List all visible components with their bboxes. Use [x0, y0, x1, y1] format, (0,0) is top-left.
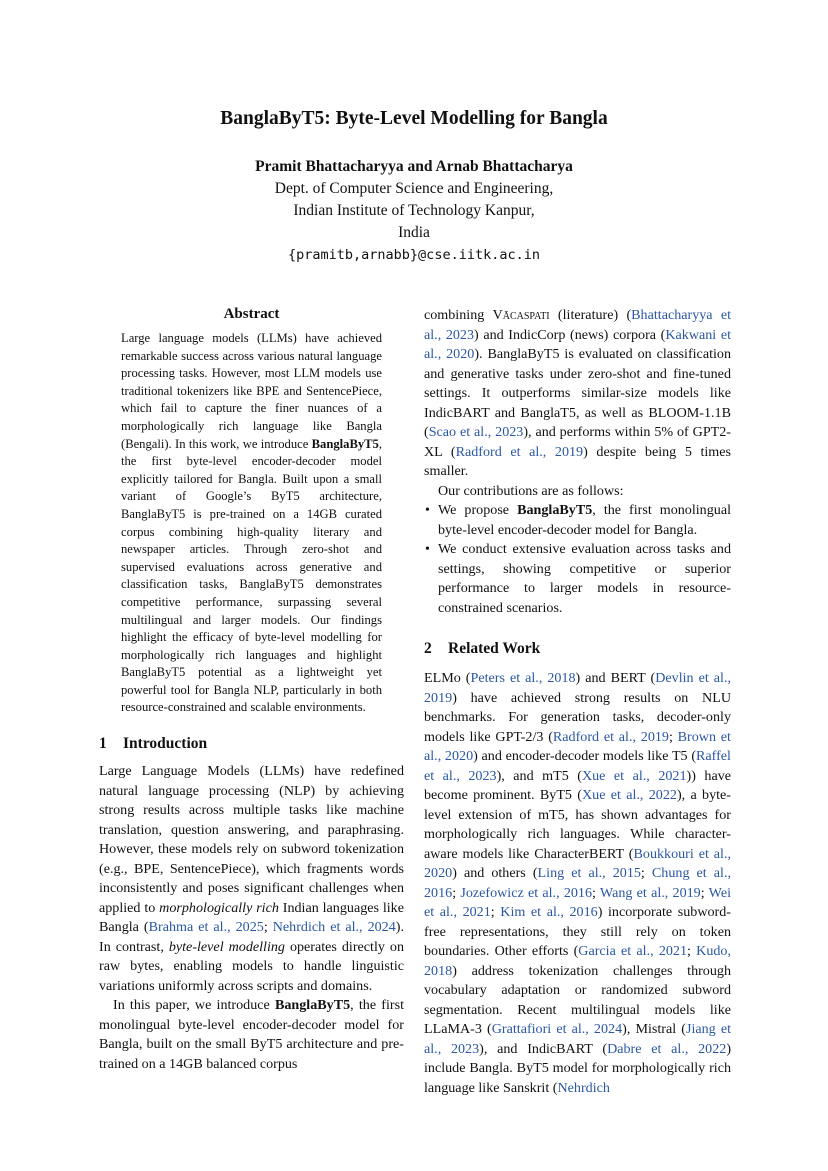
intro-paragraph-2: In this paper, we introduce BanglaByT5, the first monolingual byte-level encoder-decoder model for Bangla, built on the small ByT5 architecture and pre-trained on a 14GB balanced corpus: [99, 997, 404, 1072]
citation-link[interactable]: Nehrdich et al., 2024: [272, 919, 396, 936]
right-column: [424, 306, 731, 1098]
abstract-model-name: BanglaByT5: [311, 436, 379, 451]
citation-link[interactable]: Brown et al., 2020: [424, 728, 731, 764]
abstract-text: Large language models (LLMs) have achieved remarkable success across various natural language processing tasks. However, most LLM models use traditional tokenizers like BPE and SentencePiece, which fail to capture the finer nuances of a morphologically rich language like Bangla (Bengali). In this work, we introduce BanglaByT5, the first byte-level encoder-decoder model explicitly tailored for Bangla. Built upon a small variant of Google’s ByT5 architecture, BanglaByT5 is pre-trained on a 14GB curated corpus combining high-quality literary and newspaper articles. Through zero-shot and supervised evaluations across generative and classification tasks, BanglaByT5 demonstrates competitive performance, surpassing several multilingual and larger models. Our findings highlight the efficacy of byte-level modelling for morphologically rich languages and highlight BanglaByT5 potential as a lightweight yet powerful tool for Bangla NLP, particularly in both resource-constrained and scalable environments.: [121, 331, 382, 715]
left-column: [99, 304, 404, 1074]
citation-link[interactable]: Devlin et al., 2019: [424, 670, 731, 706]
citation-link[interactable]: Dabre et al., 2022: [607, 1040, 727, 1057]
section-heading-introduction: 1 Introduction: [99, 735, 208, 753]
citation-link[interactable]: Garcia et al., 2021: [578, 943, 688, 959]
citation-link[interactable]: Bhattacharyya et al., 2023: [424, 307, 731, 343]
citation-link[interactable]: Chung et al., 2016: [424, 865, 731, 901]
citation-link[interactable]: Boukkouri et al., 2020: [424, 845, 731, 881]
citation-link[interactable]: Ling et al., 2015: [537, 865, 641, 881]
citation-link[interactable]: Scao et al., 2023: [428, 424, 524, 440]
citation-link[interactable]: Grattafiori et al., 2024: [491, 1021, 623, 1037]
author-department: Dept. of Computer Science and Engineering,: [274, 180, 554, 197]
related-work-paragraph: ELMo (Peters et al., 2018) and BERT (Devlin et al., 2019) have achieved strong results on NLU benchmarks. For generation tasks, decoder-only models like GPT-2/3 (Radford et al., 2019; Brown et al., 2020) and encoder-decoder models like T5 (Raffel et al., 2023), and mT5 (Xue et al., 2021)) have become prominent. ByT5 (Xue et al., 2022), a byte-level extension of mT5, has shown advantages for morphologically rich languages. While character-aware models like CharacterBERT (Boukkouri et al., 2020) and others (Ling et al., 2015; Chung et al., 2016; Jozefowicz et al., 2016; Wang et al., 2019; Wei et al., 2021; Kim et al., 2016) incorporate subword-free representations, they still rely on token boundaries. Other efforts (Garcia et al., 2021; Kudo, 2018) address tokenization challenges through vocabulary adaptation or randomized subword segmentation. Recent multilingual models like LLaMA-3 (Grattafiori et al., 2024), Mistral (Jiang et al., 2023), and IndicBART (Dabre et al., 2022) include Bangla. ByT5 model for morphologically rich language like Sanskrit (Nehrdich: [424, 670, 732, 1096]
author-country: India: [398, 224, 430, 241]
citation-link[interactable]: Radford et al., 2019: [552, 728, 669, 745]
author-names: Pramit Bhattacharyya and Arnab Bhattacharya: [255, 158, 573, 175]
citation-link[interactable]: Xue et al., 2022: [581, 787, 677, 803]
citation-link[interactable]: Wang et al., 2019: [599, 884, 701, 901]
paper-title: BanglaByT5: Byte-Level Modelling for Bangla: [220, 108, 608, 129]
citation-link[interactable]: Jiang et al., 2023: [424, 1021, 731, 1057]
abstract-heading: Abstract: [223, 306, 280, 322]
intro-paragraph-1: Large Language Models (LLMs) have redefined natural language processing (NLP) by achieving strong results across multiple tasks like machine translation, question answering, and paraphrasing. However, these models rely on subword tokenization (e.g., BPE, SentencePiece), which fragments words inconsistently and poses significant challenges when applied to morphologically rich Indian languages like Bangla (Brahma et al., 2025; Nehrdich et al., 2024). In contrast, byte-level modelling operates directly on raw bytes, enabling models to handle linguistic variations uniformly across scripts and domains.: [99, 763, 404, 994]
citation-link[interactable]: Wei et al., 2021: [424, 884, 731, 920]
citation-link[interactable]: Kim et al., 2016: [500, 904, 598, 920]
citation-link[interactable]: Kakwani et al., 2020: [424, 326, 731, 362]
citation-link[interactable]: Raffel et al., 2023: [424, 748, 731, 784]
citation-link[interactable]: Kudo, 2018: [424, 943, 731, 979]
citation-link[interactable]: Nehrdich: [557, 1079, 610, 1096]
list-item: • We conduct extensive evaluation across tasks and settings, showing competitive or superior performance to larger models in resource-constrained scenarios.: [425, 541, 731, 616]
citation-link[interactable]: Radford et al., 2019: [455, 443, 584, 460]
citation-link[interactable]: Peters et al., 2018: [470, 670, 576, 686]
author-block: [0, 156, 828, 266]
author-institute: Indian Institute of Technology Kanpur,: [293, 202, 535, 219]
contributions-list: [424, 501, 731, 618]
section-heading-related-work: 2 Related Work: [424, 640, 541, 657]
citation-link[interactable]: Xue et al., 2021: [581, 767, 687, 784]
author-email: {pramitb,arnabb}@cse.iitk.ac.in: [288, 247, 540, 263]
citation-link[interactable]: Jozefowicz et al., 2016: [460, 884, 593, 901]
citation-link[interactable]: Brahma et al., 2025: [148, 919, 264, 936]
contributions-intro: Our contributions are as follows:: [438, 482, 624, 499]
list-item: • We propose BanglaByT5, the first monolingual byte-level encoder-decoder model for Bangla.: [425, 502, 731, 538]
intro-paragraph-2-continued: combining Vācaspati (literature) (Bhattacharyya et al., 2023) and IndicCorp (news) corpora (Kakwani et al., 2020). BanglaByT5 is evaluated on classification and generative tasks under zero-shot and fine-tuned settings. It outperforms similar-size models like IndicBART and BanglaT5, as well as BLOOM-1.1B (Scao et al., 2023), and performs within 5% of GPT2-XL (Radford et al., 2019) despite being 5 times smaller.: [424, 307, 732, 479]
